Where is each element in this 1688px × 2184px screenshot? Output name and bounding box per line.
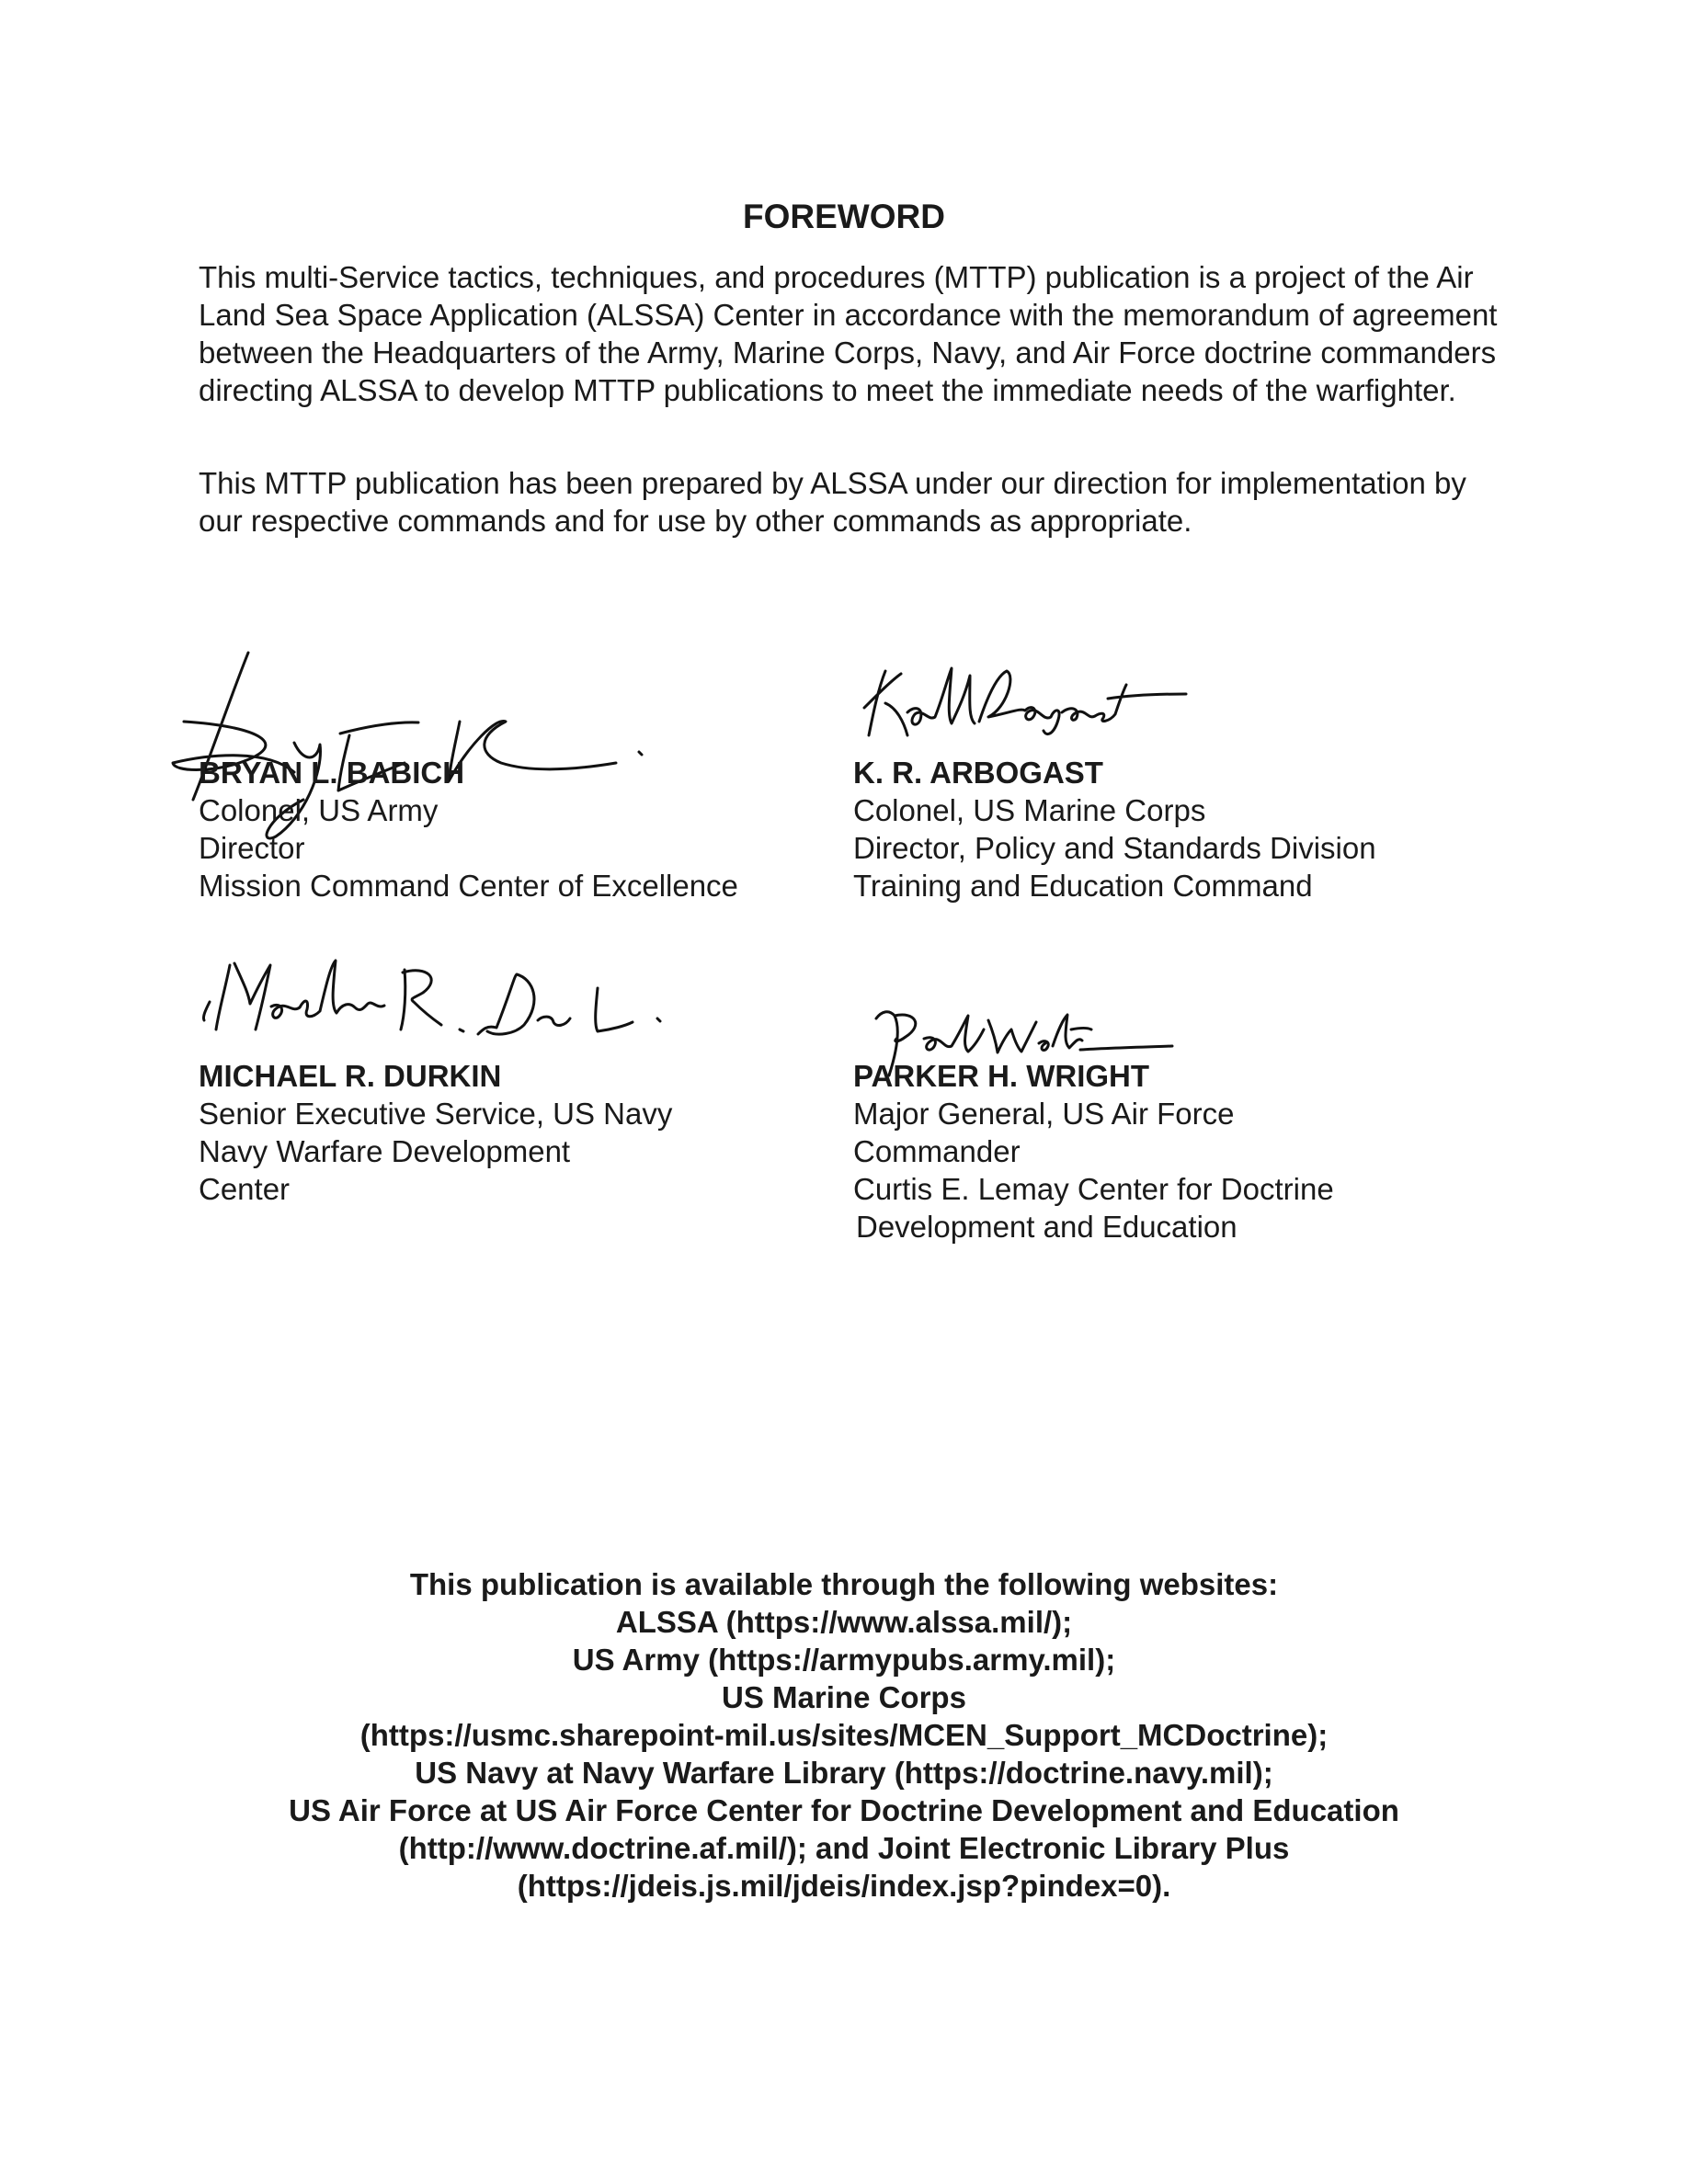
signatory-name: K. R. ARBOGAST [853, 756, 1103, 790]
signatory-rank: Colonel, US Army [199, 793, 439, 827]
signatory-arbogast [853, 754, 1515, 904]
availability-line: US Air Force at US Air Force Center for Doctrine Development and Education [289, 1793, 1399, 1827]
page-title: FOREWORD [743, 198, 945, 235]
signatory-rank: Colonel, US Marine Corps [853, 793, 1206, 827]
signatory-title: Director [199, 831, 305, 865]
availability-line: (http://www.doctrine.af.mil/); and Joint Electronic Library Plus [398, 1831, 1290, 1865]
signatory-organization: Curtis E. Lemay Center for Doctrine [853, 1172, 1334, 1206]
signatory-organization: Navy Warfare Development [199, 1134, 571, 1168]
signatory-name: PARKER H. WRIGHT [853, 1059, 1150, 1093]
signatory-title: Commander [853, 1134, 1021, 1168]
availability-line: US Marine Corps [722, 1680, 966, 1714]
signatory-wright [853, 1057, 1515, 1246]
signatory-name: MICHAEL R. DURKIN [199, 1059, 502, 1093]
signatory-title: Director, Policy and Standards Division [853, 831, 1376, 865]
signature-arbogast [850, 657, 1191, 749]
signatory-organization: Mission Command Center of Excellence [199, 869, 738, 903]
signatory-rank: Senior Executive Service, US Navy [199, 1097, 673, 1131]
signature-durkin [193, 938, 708, 1075]
availability-notice [0, 1565, 1688, 1905]
signatory-organization: Training and Education Command [853, 869, 1313, 903]
availability-heading: This publication is available through the following websites: [409, 1567, 1279, 1601]
foreword-paragraph-1: This multi-Service tactics, techniques, and procedures (MTTP) publication is a project of the Air Land Sea Space Application (ALSSA) Center in accordance with the memorandum of agreement between the Headquarters of the Army, Marine Corps, Navy, and Air Force doctrine commanders directing ALSSA to develop MTTP publications to meet the immediate needs of the warfighter. [199, 260, 1498, 407]
availability-line: ALSSA (https://www.alssa.mil/); [615, 1605, 1073, 1639]
signatory-organization-continued: Development and Education [856, 1210, 1237, 1244]
signatory-name: BRYAN L. BABICH [199, 756, 465, 790]
availability-line: (https://jdeis.js.mil/jdeis/index.jsp?pindex=0). [517, 1869, 1171, 1903]
signatory-rank: Major General, US Air Force [853, 1097, 1235, 1131]
availability-line: (https://usmc.sharepoint-mil.us/sites/MCEN_Support_MCDoctrine); [359, 1718, 1329, 1752]
signatory-organization-continued: Center [199, 1172, 291, 1206]
foreword-paragraph-2: This MTTP publication has been prepared by ALSSA under our direction for implementation by our respective commands and for use by other commands as appropriate. [199, 466, 1466, 538]
signatory-durkin [199, 1057, 861, 1208]
availability-line: US Navy at Navy Warfare Library (https://doctrine.navy.mil); [415, 1756, 1273, 1790]
signatory-babich [199, 754, 861, 904]
availability-line: US Army (https://armypubs.army.mil); [572, 1643, 1116, 1677]
